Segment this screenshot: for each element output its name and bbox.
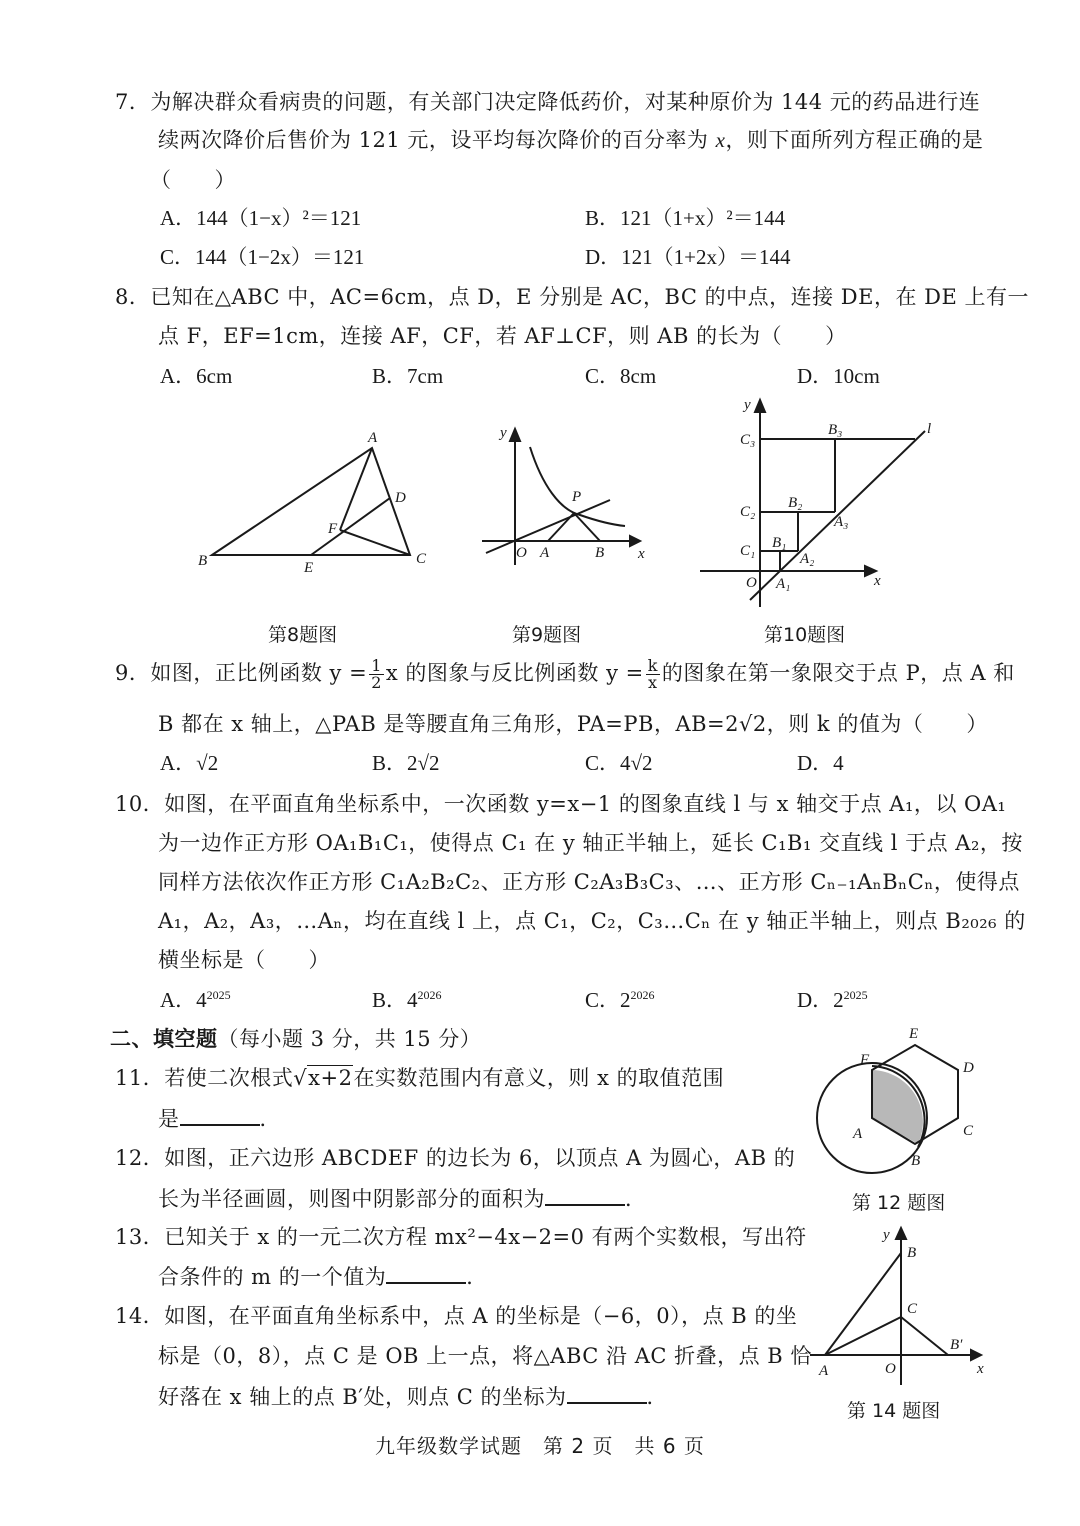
figure-q9-graph bbox=[480, 425, 650, 575]
svg-text:O: O bbox=[885, 1361, 896, 1377]
svg-text:l: l bbox=[927, 421, 932, 437]
q9-option-c: C．4√2 bbox=[585, 751, 653, 775]
svg-text:A₁: A₁ bbox=[776, 576, 791, 592]
q11-line2: 是 ． bbox=[158, 1104, 281, 1133]
q13-number: 13． bbox=[115, 1225, 165, 1249]
svg-text:B₃: B₃ bbox=[828, 422, 843, 438]
svg-text:D: D bbox=[395, 490, 406, 506]
svg-text:A: A bbox=[368, 430, 378, 446]
figure-q9-caption: 第9题图 bbox=[512, 624, 582, 646]
svg-text:A₂: A₂ bbox=[800, 551, 815, 567]
q11-number: 11． bbox=[115, 1066, 165, 1090]
svg-text:y: y bbox=[883, 1227, 890, 1243]
figure-q14-fold bbox=[805, 1225, 995, 1390]
q7-answer-bracket: （ ） bbox=[150, 168, 236, 192]
q8-option-a: A．6cm bbox=[160, 364, 233, 388]
svg-text:A₃: A₃ bbox=[834, 514, 849, 530]
q10-option-c: C．$2^{2026}$ bbox=[585, 988, 655, 1012]
svg-text:A: A bbox=[819, 1363, 829, 1379]
page-footer: 九年级数学试题 第 2 页 共 6 页 bbox=[375, 1434, 705, 1458]
q11-answer-blank[interactable] bbox=[180, 1104, 260, 1126]
q14-line2: 标是（0，8），点 C 是 OB 上一点，将△ABC 沿 AC 折叠，点 B 恰 bbox=[158, 1344, 812, 1368]
figure-q10-caption: 第10题图 bbox=[764, 624, 846, 646]
q10-line5: 横坐标是（ ） bbox=[158, 948, 330, 972]
svg-text:C: C bbox=[963, 1123, 974, 1139]
q11-line1: 11．若使二次根式√x+2在实数范围内有意义，则 x 的取值范围 bbox=[115, 1066, 725, 1090]
q8-option-b: B．7cm bbox=[372, 364, 444, 388]
q10-line1: 10．如图，在平面直角坐标系中，一次函数 y=x−1 的图象直线 l 与 x 轴交于点 A₁，以 OA₁ bbox=[115, 792, 1007, 816]
q9-fraction-k-over-x: $\frac{k}{x}$ bbox=[647, 656, 658, 692]
q8-option-d: D．10cm bbox=[797, 364, 880, 388]
svg-text:B: B bbox=[198, 553, 208, 569]
q7-option-c: C．144（1−2x）＝121 bbox=[160, 245, 365, 269]
figure-q14-caption: 第 14 题图 bbox=[847, 1400, 941, 1422]
svg-text:F: F bbox=[328, 521, 338, 537]
svg-text:x: x bbox=[977, 1361, 984, 1377]
q8-option-c: C．8cm bbox=[585, 364, 657, 388]
svg-text:O: O bbox=[516, 545, 527, 561]
figure-q10-squares bbox=[700, 395, 950, 610]
q14-answer-blank[interactable] bbox=[567, 1382, 647, 1404]
q7-option-d: D．121（1+2x）＝144 bbox=[585, 245, 791, 269]
q12-number: 12． bbox=[115, 1146, 165, 1170]
q13-line1: 13．已知关于 x 的一元二次方程 mx²−4x−2=0 有两个实数根，写出符 bbox=[115, 1225, 807, 1249]
q7-line1: 7．为解决群众看病贵的问题，有关部门决定降低药价，对某种原价为 144 元的药品进行连 bbox=[115, 90, 981, 114]
q14-line1: 14．如图，在平面直角坐标系中，点 A 的坐标是（−6，0），点 B 的坐 bbox=[115, 1304, 798, 1328]
svg-text:E: E bbox=[909, 1026, 919, 1042]
q10-line3: 同样方法依次作正方形 C₁A₂B₂C₂、正方形 C₂A₃B₃C₃、…、正方形 Cₙ₋₁AₙBₙCₙ，使得点 bbox=[158, 870, 1020, 894]
svg-text:B₁: B₁ bbox=[772, 535, 787, 551]
svg-text:A: A bbox=[540, 545, 550, 561]
q9-option-a: A．√2 bbox=[160, 751, 219, 775]
q9-line2: B 都在 x 轴上，△PAB 是等腰直角三角形，PA=PB，AB=2√2，则 k 的值为（ ） bbox=[158, 712, 988, 736]
q10-option-d: D．$2^{2025}$ bbox=[797, 988, 868, 1012]
svg-text:C: C bbox=[416, 551, 427, 567]
q7-line2: 续两次降价后售价为 121 元，设平均每次降价的百分率为 x，则下面所列方程正确的是 bbox=[158, 128, 984, 152]
figure-q8-triangle bbox=[190, 420, 440, 580]
figure-q12-caption: 第 12 题图 bbox=[852, 1192, 946, 1214]
q7-number: 7． bbox=[115, 90, 151, 114]
q11-radicand: x+2 bbox=[308, 1066, 353, 1090]
figure-q12-hexagon-circle bbox=[805, 1020, 995, 1180]
section-fill-in-blank-heading: 二、填空题（每小题 3 分，共 15 分） bbox=[110, 1027, 482, 1051]
q10-option-a: A．$4^{2025}$ bbox=[160, 988, 231, 1012]
svg-text:C: C bbox=[907, 1301, 918, 1317]
svg-text:A: A bbox=[853, 1126, 863, 1142]
svg-text:C₂: C₂ bbox=[740, 504, 756, 520]
q9-option-b: B．2√2 bbox=[372, 751, 440, 775]
q7-option-b: B．121（1+x）²＝144 bbox=[585, 206, 786, 230]
svg-text:O: O bbox=[746, 575, 757, 591]
q10-option-b: B．$4^{2026}$ bbox=[372, 988, 442, 1012]
q8-line2: 点 F，EF=1cm，连接 AF，CF，若 AF⊥CF，则 AB 的长为（ ） bbox=[158, 324, 847, 348]
q14-line3: 好落在 x 轴上的点 B′处，则点 C 的坐标为 ． bbox=[158, 1382, 668, 1411]
q9-fraction-one-half: $\frac{1}{2}$ bbox=[371, 656, 382, 692]
q10-line2: 为一边作正方形 OA₁B₁C₁，使得点 C₁ 在 y 轴正半轴上，延长 C₁B₁ 交直线 l 于点 A₂，按 bbox=[158, 831, 1023, 855]
q12-line1: 12．如图，正六边形 ABCDEF 的边长为 6，以顶点 A 为圆心，AB 的 bbox=[115, 1146, 796, 1170]
svg-text:D: D bbox=[963, 1060, 974, 1076]
svg-text:B: B bbox=[595, 545, 605, 561]
figure-q8-caption: 第8题图 bbox=[268, 624, 338, 646]
svg-text:F: F bbox=[860, 1052, 870, 1068]
q7-option-a: A．144（1−x）²＝121 bbox=[160, 206, 362, 230]
q12-line2: 长为半径画圆，则图中阴影部分的面积为 ． bbox=[158, 1184, 647, 1213]
svg-text:E: E bbox=[304, 560, 314, 576]
svg-text:C₁: C₁ bbox=[740, 543, 756, 559]
q10-line4: A₁，A₂，A₃，…Aₙ，均在直线 l 上，点 C₁，C₂，C₃…Cₙ 在 y 轴正半轴上，则点 B₂₀₂₆ 的 bbox=[158, 909, 1026, 933]
svg-text:B: B bbox=[907, 1245, 917, 1261]
svg-text:B₂: B₂ bbox=[788, 495, 803, 511]
q12-answer-blank[interactable] bbox=[545, 1184, 625, 1206]
svg-text:x: x bbox=[638, 546, 645, 562]
svg-text:P: P bbox=[572, 489, 582, 505]
svg-text:B′: B′ bbox=[950, 1337, 963, 1353]
svg-text:y: y bbox=[744, 397, 751, 413]
q8-line1: 8．已知在△ABC 中，AC=6cm，点 D，E 分别是 AC，BC 的中点，连接 DE，在 DE 上有一 bbox=[115, 285, 1029, 309]
q13-line2: 合条件的 m 的一个值为 ． bbox=[158, 1262, 488, 1291]
q13-answer-blank[interactable] bbox=[386, 1262, 466, 1284]
svg-text:x: x bbox=[874, 573, 881, 589]
svg-text:C₃: C₃ bbox=[740, 432, 756, 448]
q9-number: 9． bbox=[115, 661, 151, 685]
svg-text:B: B bbox=[911, 1153, 921, 1169]
q14-number: 14． bbox=[115, 1304, 165, 1328]
q10-number: 10． bbox=[115, 792, 165, 816]
q9-line1: 9．如图，正比例函数 y = $\frac{1}{2}$ x 的图象与反比例函数 y = $\frac{k}{x}$ 的图象在第一象限交于点 P，点 A 和 bbox=[115, 656, 1015, 692]
q9-option-d: D．4 bbox=[797, 751, 844, 775]
svg-text:y: y bbox=[500, 425, 507, 441]
q8-number: 8． bbox=[115, 285, 151, 309]
